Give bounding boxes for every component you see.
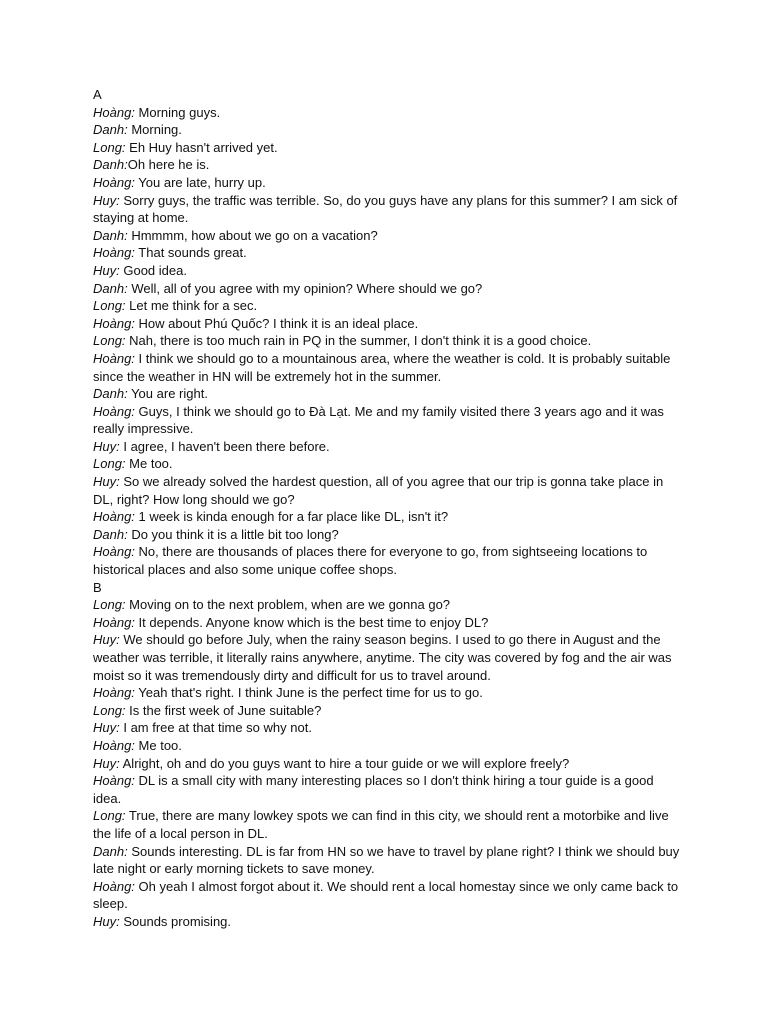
dialogue-text: Guys, I think we should go to Đà Lạt. Me and my family visited there 3 years ago and it was really impressive. [93, 403, 664, 437]
speaker-name: Hoàng: [93, 403, 135, 419]
dialogue-line [93, 473, 683, 508]
speaker-name: Danh: [93, 122, 128, 138]
dialogue-text: Alright, oh and do you guys want to hire a tour guide or we will explore freely? [119, 755, 570, 771]
dialogue-text: Morning. [127, 122, 182, 138]
speaker-name: Hoàng: [93, 614, 135, 630]
speaker-name: Danh: [93, 386, 128, 402]
speaker-name: Danh: [93, 280, 128, 296]
dialogue-line [93, 121, 683, 139]
speaker-name: Hoàng: [93, 104, 135, 120]
speaker-name: Long: [93, 456, 126, 472]
speaker-name: Hoàng: [93, 878, 135, 894]
dialogue-line [93, 350, 683, 385]
dialogue-text: So we already solved the hardest question, all of you agree that our trip is gonna take place in DL, right? How long should we go? [93, 474, 664, 507]
dialogue-line [93, 526, 683, 544]
dialogue-line [93, 297, 683, 315]
section-a [93, 86, 683, 579]
speaker-name: Huy: [93, 755, 120, 771]
speaker-name: Huy: [93, 632, 120, 648]
dialogue-text: Me too. [125, 456, 173, 472]
dialogue-line [93, 596, 683, 614]
dialogue-text: Yeah that's right. I think June is the perfect time for us to go. [134, 685, 483, 701]
dialogue-text: Hmmmm, how about we go on a vacation? [127, 227, 378, 243]
dialogue-text: You are late, hurry up. [134, 174, 266, 190]
dialogue-text: How about Phú Quốc? I think it is an ideal place. [134, 315, 419, 331]
speaker-name: Danh: [93, 843, 128, 859]
speaker-name: Long: [93, 333, 126, 349]
speaker-name: Hoàng: [93, 509, 135, 525]
speaker-name: Long: [93, 139, 126, 155]
speaker-name: Long: [93, 808, 126, 824]
speaker-name: Hoàng: [93, 737, 135, 753]
dialogue-text: DL is a small city with many interesting places so I don't think hiring a tour guide is a good idea. [93, 773, 654, 806]
speaker-name: Danh: [93, 526, 128, 542]
dialogue-text: Oh yeah I almost forgot about it. We should rent a local homestay since we only came back to sleep. [93, 878, 679, 912]
speaker-name: Hoàng: [93, 544, 135, 560]
speaker-name: Huy: [93, 262, 120, 278]
dialogue-line [93, 438, 683, 456]
dialogue-line [93, 385, 683, 403]
dialogue-line [93, 843, 683, 878]
dialogue-line [93, 403, 683, 438]
section-b [93, 579, 683, 931]
dialogue-text: Well, all of you agree with my opinion? Where should we go? [127, 280, 483, 296]
speaker-name: Huy: [93, 474, 120, 490]
section-label: A [93, 87, 102, 102]
dialogue-text: Nah, there is too much rain in PQ in the summer, I don't think it is a good choice. [125, 333, 592, 349]
speaker-name: Hoàng: [93, 315, 135, 331]
dialogue-line [93, 192, 683, 227]
speaker-name: Danh: [93, 157, 128, 173]
dialogue-line [93, 772, 683, 807]
speaker-name: Hoàng: [93, 245, 135, 261]
speaker-name: Huy: [93, 438, 120, 454]
dialogue-text: Me too. [134, 737, 182, 753]
dialogue-line [93, 455, 683, 473]
speaker-name: Long: [93, 702, 126, 718]
speaker-name: Hoàng: [93, 685, 135, 701]
dialogue-line [93, 631, 683, 684]
speaker-name: Long: [93, 298, 126, 314]
dialogue-text: I agree, I haven't been there before. [119, 438, 330, 454]
speaker-name: Hoàng: [93, 350, 135, 366]
speaker-name: Long: [93, 597, 126, 613]
dialogue-line [93, 755, 683, 773]
dialogue-line [93, 174, 683, 192]
dialogue-line [93, 614, 683, 632]
dialogue-text: I think we should go to a mountainous area, where the weather is cold. It is probably suitable since the weather in HN will be extremely hot in the summer. [93, 350, 671, 384]
dialogue-text: No, there are thousands of places there for everyone to go, from sightseeing locations to historical places and also some unique coffee shops. [93, 544, 648, 578]
dialogue-text: Oh here he is. [127, 157, 210, 173]
document-page [93, 86, 683, 931]
dialogue-line [93, 156, 683, 174]
section-label: B [93, 579, 102, 595]
speaker-name: Huy: [93, 720, 120, 736]
dialogue-line [93, 684, 683, 702]
dialogue-line [93, 543, 683, 578]
dialogue-line [93, 807, 683, 842]
dialogue-text: You are right. [127, 386, 208, 402]
dialogue-line [93, 508, 683, 526]
dialogue-text: Morning guys. [134, 104, 221, 120]
dialogue-line [93, 244, 683, 262]
dialogue-text: Is the first week of June suitable? [125, 702, 322, 718]
dialogue-line [93, 913, 683, 931]
dialogue-line [93, 262, 683, 280]
dialogue-line [93, 737, 683, 755]
speaker-name: Huy: [93, 913, 120, 929]
dialogue-line [93, 227, 683, 245]
dialogue-text: Moving on to the next problem, when are we gonna go? [125, 597, 451, 613]
dialogue-text: Sounds promising. [119, 913, 232, 929]
speaker-name: Huy: [93, 192, 120, 208]
dialogue-text: It depends. Anyone know which is the best time to enjoy DL? [134, 614, 489, 630]
dialogue-line [93, 702, 683, 720]
dialogue-line [93, 878, 683, 913]
dialogue-text: Let me think for a sec. [125, 298, 258, 314]
speaker-name: Hoàng: [93, 174, 135, 190]
dialogue-line [93, 719, 683, 737]
dialogue-line [93, 280, 683, 298]
dialogue-line [93, 315, 683, 333]
dialogue-text: Eh Huy hasn't arrived yet. [125, 139, 278, 155]
dialogue-line [93, 332, 683, 350]
dialogue-text: Do you think it is a little bit too long? [127, 526, 339, 542]
dialogue-text: True, there are many lowkey spots we can find in this city, we should rent a motorbike and live the life of a local person in DL. [93, 808, 669, 841]
dialogue-text: Sounds interesting. DL is far from HN so we have to travel by plane right? I think we should buy late night or early morning tickets to save money. [93, 843, 680, 877]
dialogue-line [93, 139, 683, 157]
dialogue-text: That sounds great. [134, 245, 247, 261]
dialogue-text: We should go before July, when the rainy season begins. I used to go there in August and the weather was terrible, it literally rains anywhere, anytime. The city was covered by fog and the air was moist so it was tremendously dirty and difficult for us to travel around. [93, 632, 672, 683]
dialogue-text: 1 week is kinda enough for a far place like DL, isn't it? [134, 509, 449, 525]
dialogue-text: Good idea. [119, 262, 187, 278]
dialogue-line [93, 104, 683, 122]
speaker-name: Hoàng: [93, 773, 135, 789]
dialogue-text: I am free at that time so why not. [119, 720, 312, 736]
dialogue-text: Sorry guys, the traffic was terrible. So, do you guys have any plans for this summer? I am sick of staying at home. [93, 192, 678, 226]
speaker-name: Danh: [93, 227, 128, 243]
